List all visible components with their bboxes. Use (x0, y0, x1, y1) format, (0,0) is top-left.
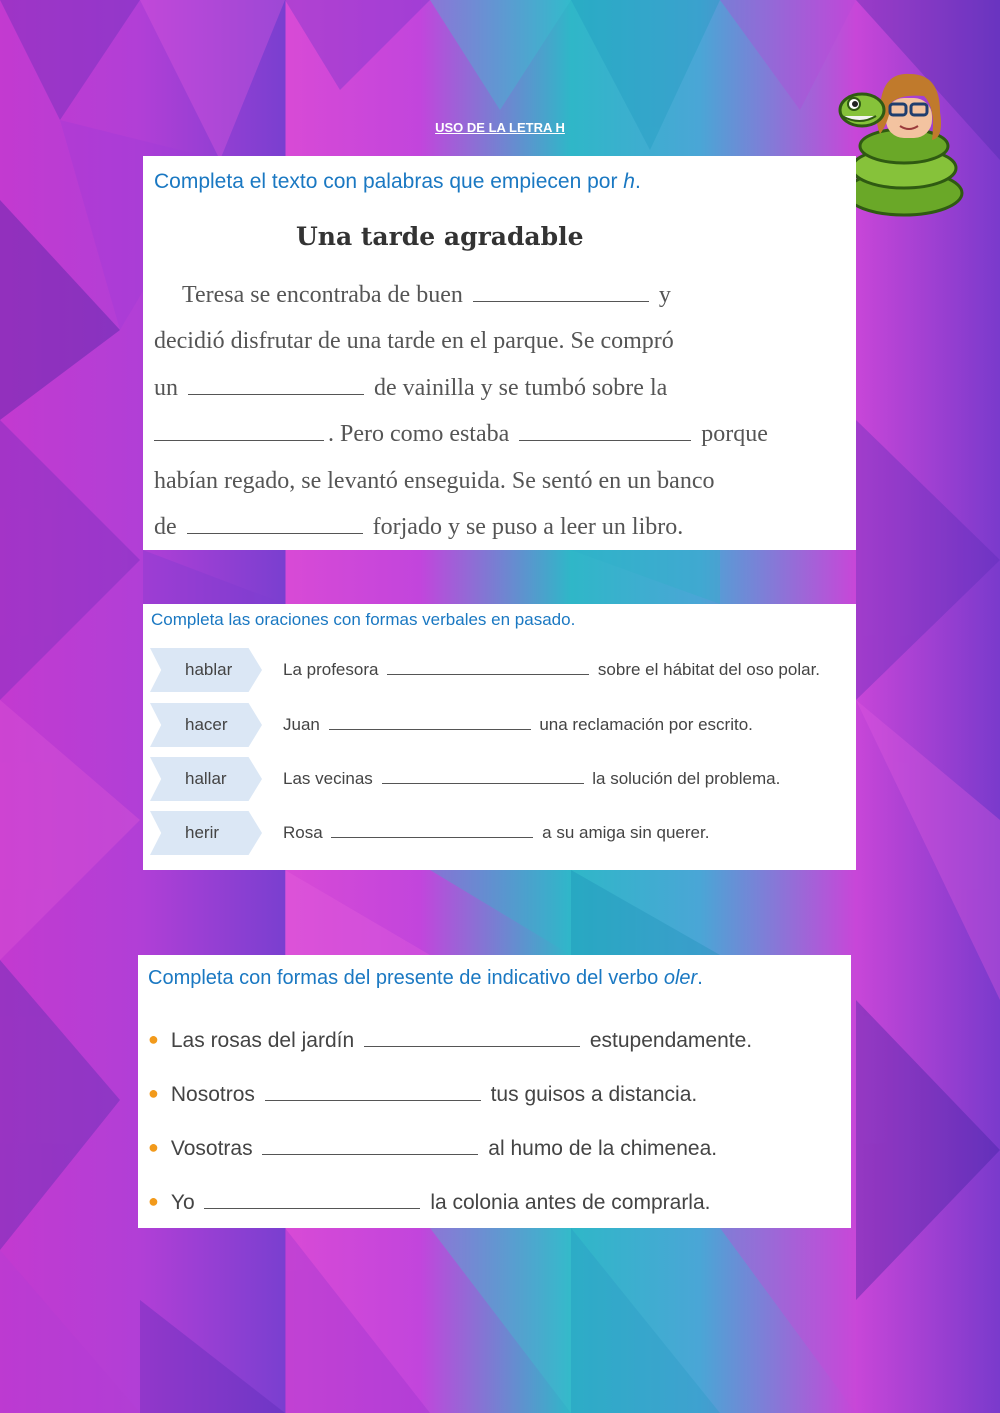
blank-input[interactable] (262, 1153, 478, 1155)
story-line: de forjado y se puso a leer un libro. (154, 513, 684, 540)
blank-input[interactable] (331, 836, 533, 838)
blank-input[interactable] (473, 300, 649, 302)
verb-label: hacer (185, 715, 228, 734)
blank-input[interactable] (364, 1045, 580, 1047)
story-line: un de vainilla y se tumbó sobre la (154, 374, 668, 401)
blank-input[interactable] (187, 532, 363, 534)
oler-item: ● Vosotras al humo de la chimenea. (148, 1137, 718, 1160)
page-title: USO DE LA LETRA H (435, 120, 565, 135)
verb-row (150, 757, 850, 801)
verb-label: hallar (185, 769, 227, 788)
exercise-2-card (143, 604, 856, 870)
exercise-2-instruction: Completa las oraciones con formas verbales en pasado. (151, 610, 576, 629)
verb-row (150, 811, 850, 855)
verb-label: herir (185, 823, 220, 842)
oler-item: ● Nosotros tus guisos a distancia. (148, 1083, 698, 1106)
blank-input[interactable] (329, 728, 531, 730)
sentence: Las vecinas la solución del problema. (283, 769, 781, 788)
blank-input[interactable] (382, 782, 584, 784)
sentence: La profesora sobre el hábitat del oso polar. (283, 660, 821, 679)
blank-input[interactable] (387, 673, 589, 675)
verb-label: hablar (185, 660, 233, 679)
verb-row (150, 648, 850, 692)
blank-input[interactable] (154, 439, 324, 441)
oler-item: ● Las rosas del jardín estupendamente. (148, 1029, 753, 1052)
bullet-icon: ● (148, 1029, 159, 1049)
bullet-icon: ● (148, 1083, 159, 1103)
oler-item: ● Yo la colonia antes de comprarla. (148, 1191, 711, 1214)
exercise-3-instruction: Completa con formas del presente de indicativo del verbo oler. (148, 967, 703, 989)
story-title: Una tarde agradable (296, 222, 584, 251)
exercise-3-card (138, 955, 851, 1228)
sentence: Juan una reclamación por escrito. (283, 715, 753, 734)
story-line: . Pero como estaba porque (154, 411, 854, 457)
bullet-icon: ● (148, 1137, 159, 1157)
blank-input[interactable] (188, 393, 364, 395)
story-line: habían regado, se levantó enseguida. Se sentó en un banco (154, 467, 715, 494)
story-line: decidió disfrutar de una tarde en el parque. Se compró (154, 328, 674, 355)
exercise-1-instruction: Completa el texto con palabras que empiecen por h. (154, 170, 641, 193)
story-line: Teresa se encontraba de buen y (182, 282, 671, 308)
sentence: Rosa a su amiga sin querer. (283, 823, 710, 842)
blank-input[interactable] (265, 1099, 481, 1101)
blank-input[interactable] (519, 439, 691, 441)
story-text (154, 272, 854, 550)
blank-input[interactable] (204, 1207, 420, 1209)
bullet-icon: ● (148, 1191, 159, 1211)
exercise-1-card (143, 156, 856, 550)
verb-row (150, 703, 850, 747)
